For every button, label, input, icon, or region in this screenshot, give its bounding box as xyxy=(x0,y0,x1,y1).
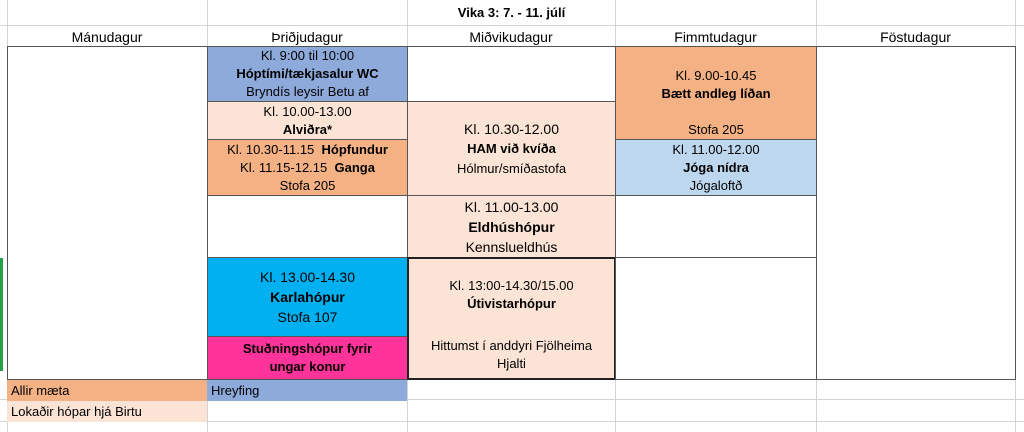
event-name: HAM við kvíða xyxy=(467,140,556,156)
event-time: Kl. 13.00-14.30 xyxy=(260,269,355,285)
event-time: Kl. 9.00-10.45 xyxy=(675,68,757,83)
legend-movement: Hreyfing xyxy=(207,380,407,401)
header-wednesday: Miðvikudagur xyxy=(469,29,553,45)
event-name: Hóptími/tækjasalur WC xyxy=(236,66,379,81)
event-tuesday-alvidra xyxy=(207,101,408,140)
event-tuesday-studningshopur xyxy=(207,336,408,380)
header-friday: Föstudagur xyxy=(880,29,951,45)
event-line-2 xyxy=(240,159,375,177)
row-indicator xyxy=(0,258,3,371)
event-time: Kl. 11.00-13.00 xyxy=(464,198,559,215)
event-time: Kl. 11.00-12.00 xyxy=(672,141,760,157)
event-time: Kl. 9:00 til 10:00 xyxy=(260,48,355,63)
event-line-1 xyxy=(227,141,388,159)
header-tuesday: Þriðjudagur xyxy=(271,29,343,45)
empty-cell xyxy=(407,46,616,102)
event-tuesday-hoptimi xyxy=(207,46,408,102)
event-name: Ganga xyxy=(334,159,375,175)
event-room: Stofa 205 xyxy=(279,177,336,193)
event-thursday-joga-nidra xyxy=(615,139,817,196)
empty-cell xyxy=(207,195,408,258)
event-name: Karlahópur xyxy=(270,289,345,305)
event-time: Kl. 10.30-12.00 xyxy=(464,120,559,137)
event-time: Kl. 10.00-13.00 xyxy=(263,103,352,119)
event-wednesday-utivistarhopur xyxy=(407,257,616,380)
event-room: Stofa 205 xyxy=(688,122,744,137)
event-tuesday-karlahopur xyxy=(207,257,408,337)
event-name: Eldhúshópur xyxy=(468,218,555,235)
event-tuesday-hopfundur-ganga xyxy=(207,139,408,196)
event-thursday-andleg-lidan xyxy=(615,46,817,140)
event-time: Kl. 10.30-11.15 xyxy=(227,141,315,157)
event-room: Hólmur/smíðastofa xyxy=(456,160,567,176)
empty-cell xyxy=(615,257,817,380)
event-note: Bryndís leysir Betu af xyxy=(246,84,369,99)
event-room: Stofa 107 xyxy=(277,309,338,325)
event-wednesday-eldhushopur xyxy=(407,195,616,258)
grid-line xyxy=(0,25,1024,26)
header-monday: Mánudagur xyxy=(71,29,143,45)
event-time: Kl. 11.15-12.15 xyxy=(240,159,328,175)
event-name: Bætt andleg líðan xyxy=(661,86,771,101)
event-name: Jóga nídra xyxy=(683,159,749,175)
event-name: Útivistarhópur xyxy=(467,296,556,311)
event-name: Hópfundur xyxy=(321,141,388,157)
legend-closed-groups: Lokaðir hópar hjá Birtu xyxy=(7,401,207,422)
empty-cell xyxy=(615,195,817,258)
week-title: Vika 3: 7. - 11. júlí xyxy=(457,5,566,20)
event-room: Jógaloftð xyxy=(689,177,743,193)
event-wednesday-ham xyxy=(407,101,616,196)
legend-all-attend: Allir mæta xyxy=(7,380,207,401)
event-person: Hjalti xyxy=(497,356,526,371)
event-note: Hittumst í anddyri Fjölheima xyxy=(430,338,593,353)
event-name: Alviðra* xyxy=(282,121,333,137)
event-name: Stuðningshópur fyrir ungar konur xyxy=(242,341,373,374)
event-time: Kl. 13:00-14.30/15.00 xyxy=(449,278,574,293)
event-room: Kennslueldhús xyxy=(465,238,558,255)
header-thursday: Fimmtudagur xyxy=(674,29,757,45)
